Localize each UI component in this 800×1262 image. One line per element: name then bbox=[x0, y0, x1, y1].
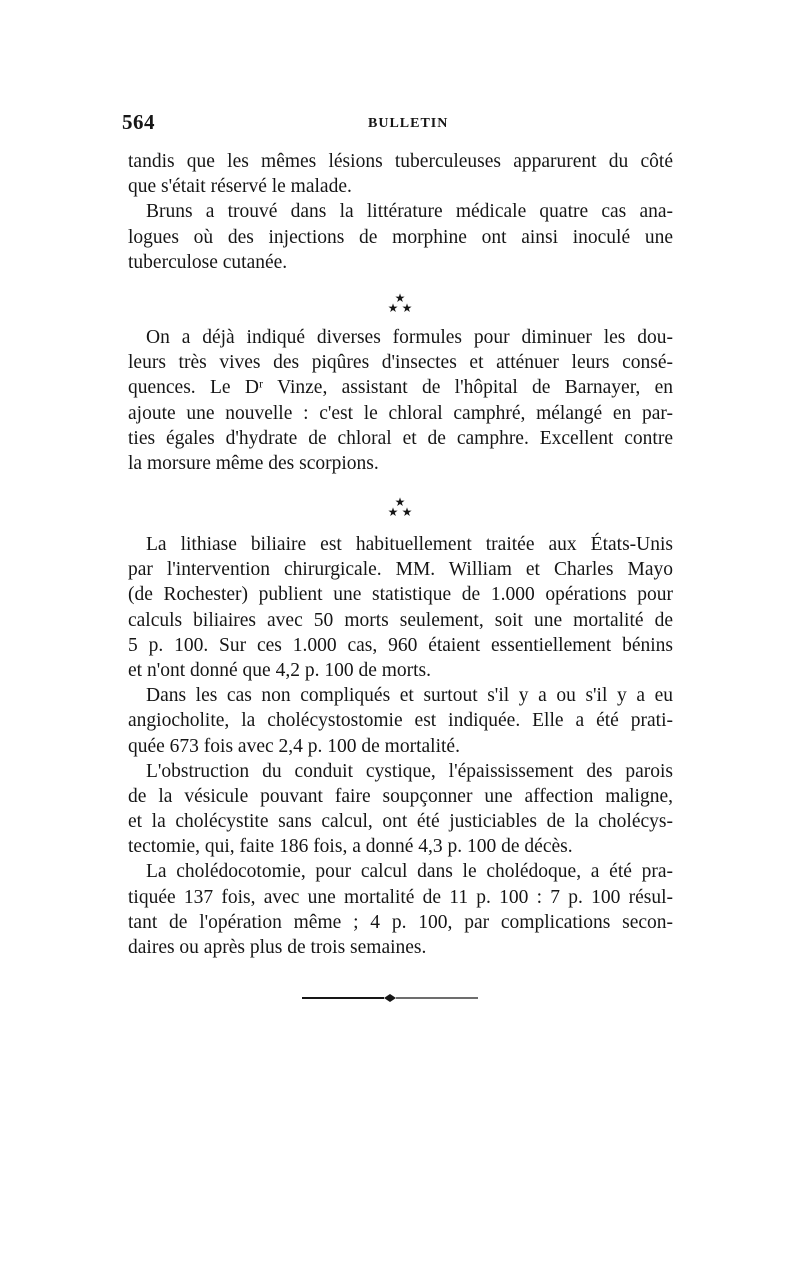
svg-text:★: ★ bbox=[401, 505, 413, 519]
page-number: 564 bbox=[122, 110, 155, 134]
text-line: L'obstruction du conduit cystique, l'épaississement des parois bbox=[146, 760, 673, 782]
text-line: ties égales d'hydrate de chloral et de camphre. Excellent contre bbox=[128, 427, 673, 449]
asterism-icon bbox=[380, 494, 420, 524]
page-header bbox=[120, 110, 660, 140]
paragraph bbox=[128, 325, 673, 476]
text-line: et la cholécystite sans calcul, ont été justiciables de la cholécys- bbox=[128, 811, 673, 833]
text-line: tant de l'opération même ; 4 p. 100, par complications secon- bbox=[128, 911, 673, 933]
svg-text:★: ★ bbox=[387, 505, 399, 519]
running-title: BULLETIN bbox=[368, 116, 449, 131]
asterism-icon bbox=[380, 290, 420, 320]
text-line: Dans les cas non compliqués et surtout s'il y a ou s'il y a eu bbox=[146, 685, 673, 707]
paragraph bbox=[128, 683, 673, 759]
text-line: (de Rochester) publient une statistique de 1.000 opérations pour bbox=[128, 584, 673, 606]
svg-text:★: ★ bbox=[401, 301, 413, 315]
text-line: par l'intervention chirurgicale. MM. William et Charles Mayo bbox=[128, 559, 673, 581]
text-line: La cholédocotomie, pour calcul dans le cholédoque, a été pra- bbox=[146, 861, 673, 883]
text-line: quée 673 fois avec 2,4 p. 100 de mortalité. bbox=[128, 735, 460, 757]
svg-text:★: ★ bbox=[387, 301, 399, 315]
text-line: tuberculose cutanée. bbox=[128, 251, 288, 273]
text-line: logues où des injections de morphine ont ainsi inoculé une bbox=[128, 226, 673, 248]
text-line: tandis que les mêmes lésions tuberculeuses apparurent du côté bbox=[128, 151, 673, 172]
text-line: leurs très vives des piqûres d'insectes et atténuer leurs consé- bbox=[128, 352, 673, 374]
text-line: daires ou après plus de trois semaines. bbox=[128, 937, 427, 958]
section-insect-bites bbox=[128, 325, 673, 476]
text-line: angiocholite, la cholécystostomie est indiquée. Elle a été prati- bbox=[128, 710, 673, 732]
text-line: de la vésicule pouvant faire soupçonner une affection maligne, bbox=[128, 785, 673, 807]
text-line: tectomie, qui, faite 186 fois, a donné 4,3 p. 100 de décès. bbox=[128, 836, 573, 858]
text-line: 5 p. 100. Sur ces 1.000 cas, 960 étaient essentiellement bénins bbox=[128, 634, 673, 656]
text-line: On a déjà indiqué diverses formules pour diminuer les dou- bbox=[146, 327, 673, 348]
text-line: tiquée 137 fois, avec une mortalité de 11 p. 100 : 7 p. 100 résul- bbox=[128, 886, 673, 908]
paragraph bbox=[128, 759, 673, 860]
paragraph bbox=[128, 149, 673, 199]
text-line: La lithiase biliaire est habituellement traitée aux États-Unis bbox=[146, 534, 673, 555]
text-line: la morsure même des scorpions. bbox=[128, 452, 379, 474]
paragraph bbox=[128, 859, 673, 960]
text-line: que s'était réservé le malade. bbox=[128, 176, 352, 198]
section-tuberculosis bbox=[128, 149, 673, 275]
text-line: calculs biliaires avec 50 morts seulement, soit une mortalité de bbox=[128, 609, 673, 631]
text-line: et n'ont donné que 4,2 p. 100 de morts. bbox=[128, 659, 432, 681]
text-line: ajoute une nouvelle : c'est le chloral camphré, mélangé en par- bbox=[128, 402, 673, 424]
svg-text:★: ★ bbox=[394, 495, 406, 509]
svg-text:★: ★ bbox=[394, 291, 406, 305]
ornamental-rule-icon bbox=[302, 988, 478, 1008]
paragraph bbox=[128, 199, 673, 275]
text-line: quences. Le Dʳ Vinze, assistant de l'hôpital de Barnayer, en bbox=[128, 377, 673, 399]
text-line: Bruns a trouvé dans la littérature médicale quatre cas ana- bbox=[146, 201, 673, 223]
section-biliary-lithiasis bbox=[128, 532, 673, 960]
paragraph bbox=[128, 532, 673, 683]
